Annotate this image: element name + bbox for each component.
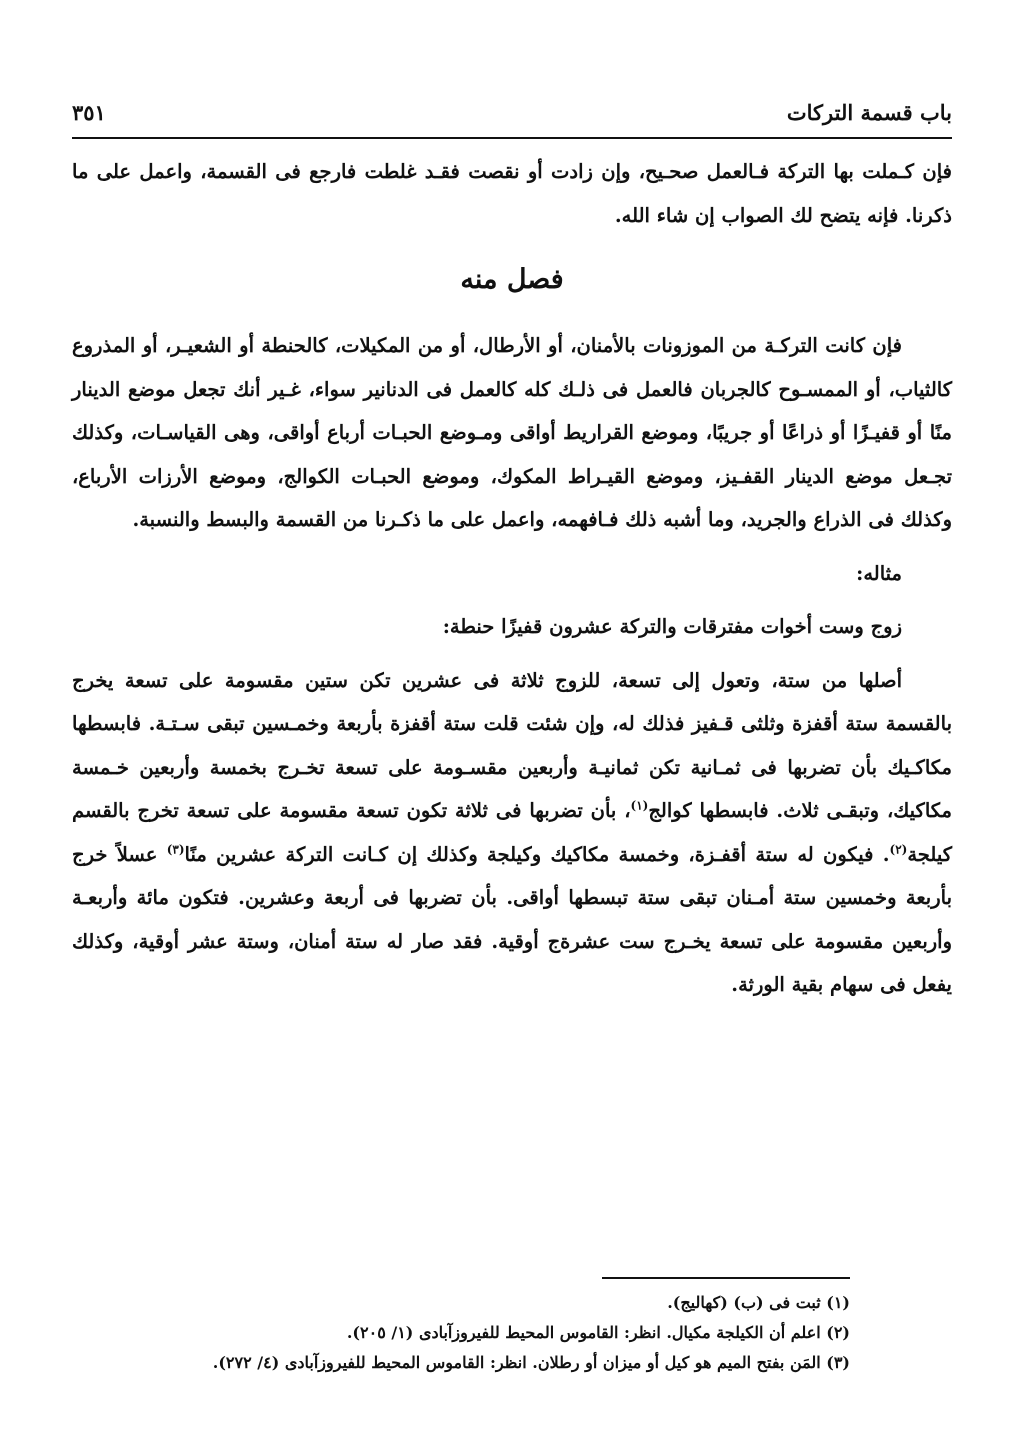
footnote-ref-1: (١) — [630, 798, 649, 813]
example-label: مثاله: — [856, 561, 902, 585]
main-text — [72, 150, 952, 1007]
footnote-ref-3: (٣) — [166, 842, 185, 856]
footnote-1: (١) ثبت فى (ب) (كهاليج). — [667, 1293, 850, 1312]
header-rule — [72, 137, 952, 139]
solution-text-part-3: . فيكون له ستة أقفـزة، وخمسة مكاكيك وكيلجة وكذلك إن كـانت التركة عشرين منًا — [184, 842, 890, 866]
footnote-3: (٣) المَن بفتح الميم هو كيل أو ميزان أو رطلان. انظر: القاموس المحيط للفيروزآبادى (٤/ ٢٧٢). — [212, 1353, 850, 1372]
footnote-ref-2: (٢) — [889, 842, 908, 856]
footnote-rule — [602, 1277, 850, 1279]
footnotes — [72, 1288, 850, 1378]
running-header — [72, 92, 952, 132]
solution-text-part-1: أصلها من ستة، وتعول إلى تسعة، للزوج ثلاثة فى عشرين تكن ستين مقسومة على تسعة يخرج بالقسمة ستة أقفزة وثلثى قـفيز فذلك له، وإن شئت قلت ستة أقفزة بأربعة وخمـسين تبقى سـتـة. فابسطها مكاكـيك بأن تضربها فى ثمـانية تكن ثمانيـة وأربعين مقسـومة على تسعة تخـرج بخمسة وأربعين خـمسة مكاكيك، وتبقـى ثلاث. فابسطها كوالج — [72, 668, 952, 822]
solution-text-part-2: ، بأن تضربها فى ثلاثة تكون تسعة مقسومة على تسعة تخرج بالقسم كيلجة — [72, 799, 952, 866]
example-statement: زوج وست أخوات مفترقات والتركة عشرون قفيزًا حنطة: — [442, 615, 902, 638]
paragraph-measures: فإن كانت التركـة من الموزونات بالأمنان، أو الأرطال، أو من المكيلات، كالحنطة أو الشعيـر، أو المذروع كالثياب، أو الممسـوح كالجربان فالعمل فى ذلـك كله كالعمل فى الدنانير سواء، غـير أنك تجعل موضع الدينار منًا أو قفيـزًا أو ذراعًا أو جريبًا، وموضع القراريط أواقى ومـوضع الحبـات أرباع أواقى، وهى القياسـات، وكذلك تجـعل موضع الدينار القفـيز، وموضع القيـراط المكوك، وموضع الحبـات الكوالج، وموضع الأرزات الأرباع، وكذلك فى الذراع والجريد، وما أشبه ذلك فـافهمه، واعمل على ما ذكـرنا من القسمة والبسط والنسبة. — [72, 334, 952, 531]
paragraph-solution — [72, 659, 952, 1007]
page-number: ٣٥١ — [72, 99, 106, 125]
chapter-title: باب قسمة التركات — [786, 99, 952, 125]
section-heading: فصل منه — [460, 264, 564, 295]
solution-text-part-4: عسلاً خرج بأربعة وخمسين ستة أمـنان تبقى ستة تبسطها أواقى. بأن تضربها فى أربعة وعشرين. فتكون مائة وأربعـة وأربعين مقسومة على تسعة يخـرج ست عشرةج أوقية. فقد صار له ستة أمنان، وستة عشر أوقية، وكذلك يفعل فى سهام بقية الورثة. — [72, 842, 952, 996]
footnote-2: (٢) اعلم أن الكيلجة مكيال. انظر: القاموس المحيط للفيروزآبادى (١/ ٢٠٥). — [346, 1323, 850, 1342]
intro-paragraph: فإن كـملت بها التركة فـالعمل صحـيح، وإن زادت أو نقصت فقـد غلطت فارجع فى القسمة، واعمل على ما ذكرنا. فإنه يتضح لك الصواب إن شاء الله. — [72, 160, 952, 227]
